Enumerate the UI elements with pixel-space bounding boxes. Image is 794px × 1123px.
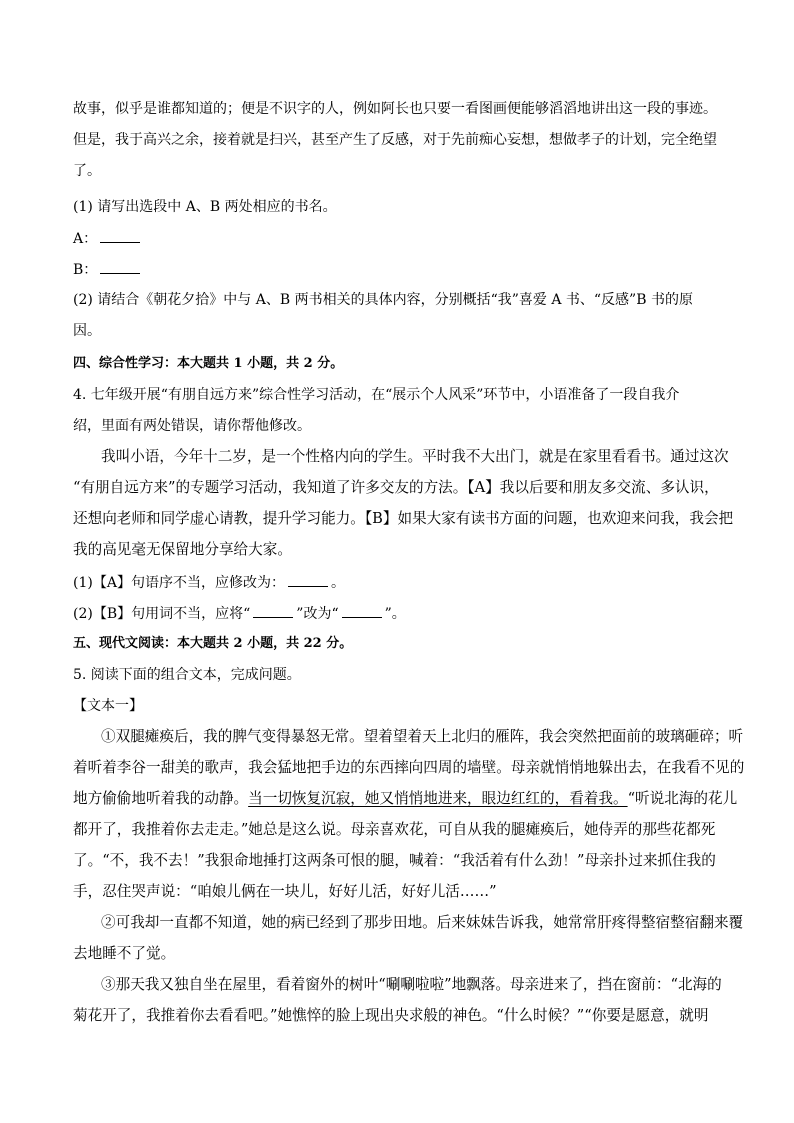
part-2-blank-2[interactable] [342, 603, 382, 618]
text-1-line: ①双腿瘫痪后，我的脾气变得暴怒无常。望着望着天上北归的雁阵，我会突然把面前的玻璃砸碎；听 [101, 728, 744, 745]
self-intro-line: 我的高见毫无保留地分享给大家。 [73, 541, 292, 558]
text-1-line: 都开了，我推着你去走走。”她总是这么说。母亲喜欢花，可自从我的腿瘫痪后，她侍弄的那些花都死 [73, 821, 716, 838]
question-3-part-2: (2) 请结合《朝花夕拾》中与 A、B 两书相关的具体内容，分别概括“我”喜爱 A 书、“反感”B 书的原 [73, 292, 693, 308]
self-intro-line: “有朋自远方来”的专题学习活动，我知道了许多交友的方法。【A】我以后要和朋友多交流、多认识， [73, 479, 719, 496]
part-2-end: ”。 [384, 606, 406, 622]
self-intro-line: 我叫小语，今年十二岁，是一个性格内向的学生。平时我不大出门，就是在家里看看书。通过这次 [101, 448, 729, 465]
text-1-line: 了。“不，我不去！”我狠命地捶打这两条可恨的腿，喊着：“我活着有什么劲！”母亲扑过来抓住我的 [73, 852, 716, 869]
passage-line: 但是，我于高兴之余，接着就是扫兴，甚至产生了反感，对于先前痴心妄想，想做孝子的计划，完全绝望 [73, 132, 717, 148]
text-1-line: 手，忍住哭声说：“咱娘儿俩在一块儿，好好儿活，好好儿活……” [73, 883, 497, 900]
text-1-segment: “听说北海的花儿 [627, 790, 738, 807]
text-1-line: 去地睡不了觉。 [73, 945, 176, 962]
question-4-stem: 4. 七年级开展“有朋自远方来”综合性学习活动，在“展示个人风采”环节中，小语准备了一段自我介 [73, 387, 680, 403]
section-5-heading: 五、现代文阅读：本大题共 2 小题，共 22 分。 [73, 636, 353, 651]
text-1-line: 着听着李谷一甜美的歌声，我会猛地把手边的东西摔向四周的墙壁。母亲就悄悄地躲出去，在我看不见的 [73, 759, 745, 776]
answer-b-row [73, 259, 143, 280]
text-1-segment: 地方偷偷地听着我的动静。 [73, 790, 249, 807]
passage-line: 了。 [73, 163, 101, 179]
question-4-stem-cont: 绍，里面有两处错误，请你帮他修改。 [73, 418, 311, 434]
section-4-heading: 四、综合性学习：本大题共 1 小题，共 2 分。 [73, 356, 344, 371]
text-1-line: 菊花开了，我推着你去看看吧。”她憔悴的脸上现出央求般的神色。“什么时候？”“你要是愿意，就明 [73, 1007, 709, 1024]
passage-line: 故事，似乎是谁都知道的；便是不识字的人，例如阿长也只要一看图画便能够滔滔地讲出这一段的事迹。 [73, 101, 717, 117]
answer-a-label: A： [73, 231, 98, 247]
answer-b-blank[interactable] [100, 259, 140, 274]
answer-b-label: B： [73, 262, 98, 278]
part-2-text: (2)【B】句用词不当，应将“ [73, 606, 251, 622]
text-1-line: ②可我却一直都不知道，她的病已经到了那步田地。后来妹妹告诉我，她常常肝疼得整宿整宿翻来覆 [101, 914, 744, 931]
text-1-label: 【文本一】 [73, 698, 143, 714]
question-3-part-2-cont: 因。 [73, 323, 101, 339]
part-1-end: 。 [330, 575, 345, 591]
question-3-part-1: (1) 请写出选段中 A、B 两处相应的书名。 [73, 199, 337, 215]
part-1-text: (1)【A】句语序不当，应修改为： [73, 575, 285, 591]
answer-a-row [73, 228, 143, 249]
text-1-line [73, 789, 737, 809]
question-5-stem: 5. 阅读下面的组合文本，完成问题。 [73, 667, 301, 683]
part-2-mid: ”改为“ [296, 606, 339, 622]
question-4-part-1 [73, 572, 345, 593]
question-4-part-2 [73, 603, 406, 624]
part-1-blank[interactable] [288, 572, 328, 587]
text-1-line: ③那天我又独自坐在屋里，看着窗外的树叶“唰唰啦啦”地飘落。母亲进来了，挡在窗前：“北海的 [101, 976, 722, 993]
part-2-blank-1[interactable] [253, 603, 293, 618]
self-intro-line: 还想向老师和同学虚心请教，提升学习能力。【B】如果大家有读书方面的问题，也欢迎来问我，我会把 [73, 510, 734, 527]
underlined-sentence: 当一切恢复沉寂，她又悄悄地进来，眼边红红的，看着我。 [248, 790, 628, 807]
answer-a-blank[interactable] [100, 228, 140, 243]
